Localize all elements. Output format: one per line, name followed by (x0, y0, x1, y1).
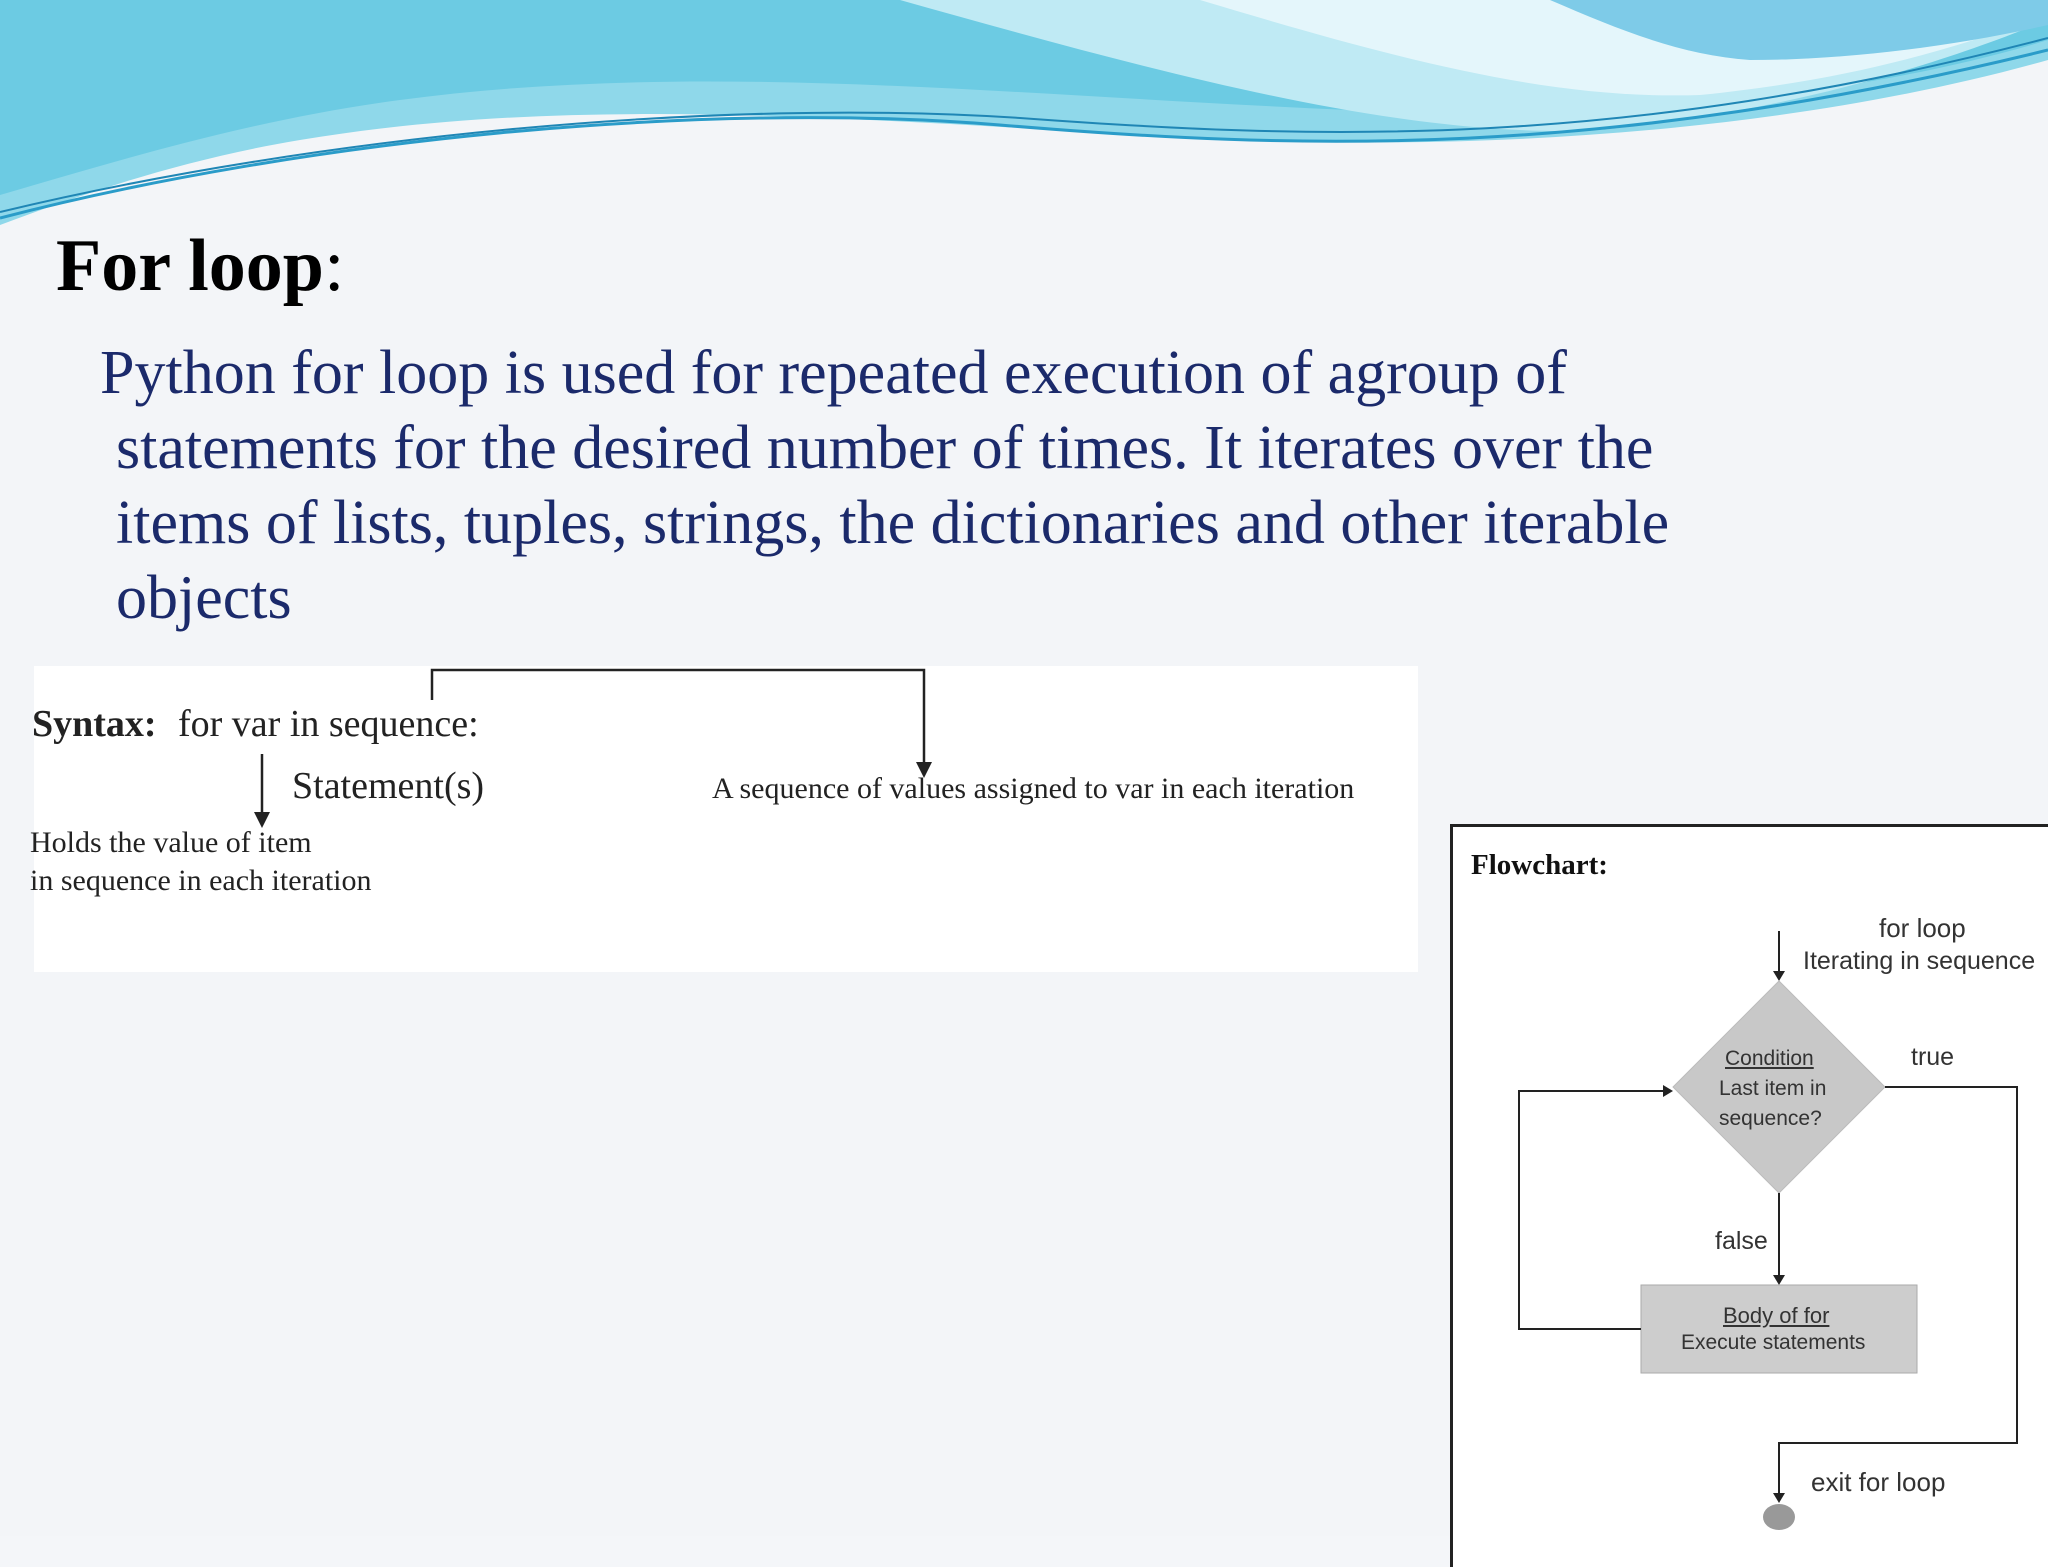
body-line-4: objects (116, 564, 292, 632)
body-line-1: Python for loop is used for repeated execution of agroup of (100, 339, 1567, 407)
entry-label-line-2: Iterating in sequence (1803, 947, 2036, 975)
slide-body-text (100, 336, 1920, 636)
syntax-code: for var in sequence: (178, 703, 479, 745)
exit-arrow-head (1773, 1493, 1785, 1503)
flowchart-heading: Flowchart: (1471, 849, 1608, 881)
body-line-2: statements for the desired number of times. It iterates over the (116, 414, 1654, 482)
body-title: Body of for (1723, 1303, 1830, 1328)
body-line-2: Execute statements (1681, 1331, 1866, 1354)
end-terminal (1763, 1504, 1795, 1530)
condition-line-2: Last item in (1719, 1077, 1827, 1100)
title-colon: : (323, 225, 345, 307)
condition-line-3: sequence? (1719, 1107, 1822, 1130)
header-wave-decoration (0, 0, 2048, 240)
true-label: true (1911, 1043, 1955, 1071)
var-annotation-line-2: in sequence in each iteration (30, 864, 372, 897)
syntax-diagram (30, 666, 1418, 972)
entry-label-line-1: for loop (1879, 913, 1966, 943)
exit-label: exit for loop (1811, 1467, 1946, 1497)
var-annotation-line-1: Holds the value of item (30, 826, 312, 859)
condition-title: Condition (1725, 1047, 1814, 1070)
false-label: false (1715, 1227, 1768, 1255)
flowchart-diagram (1450, 824, 2048, 1567)
loop-back-arrow-head (1663, 1085, 1673, 1097)
syntax-statement: Statement(s) (292, 765, 485, 807)
slide-title (56, 226, 345, 307)
sequence-arrow-line (432, 670, 924, 766)
body-rectangle (1641, 1285, 1917, 1373)
syntax-label: Syntax: (32, 703, 157, 745)
entry-arrow-head (1773, 971, 1785, 981)
false-arrow-head (1773, 1275, 1785, 1285)
title-text: For loop (56, 225, 324, 307)
sequence-annotation: A sequence of values assigned to var in each iteration (712, 772, 1355, 805)
body-line-3: items of lists, tuples, strings, the dictionaries and other iterable (116, 489, 1670, 557)
